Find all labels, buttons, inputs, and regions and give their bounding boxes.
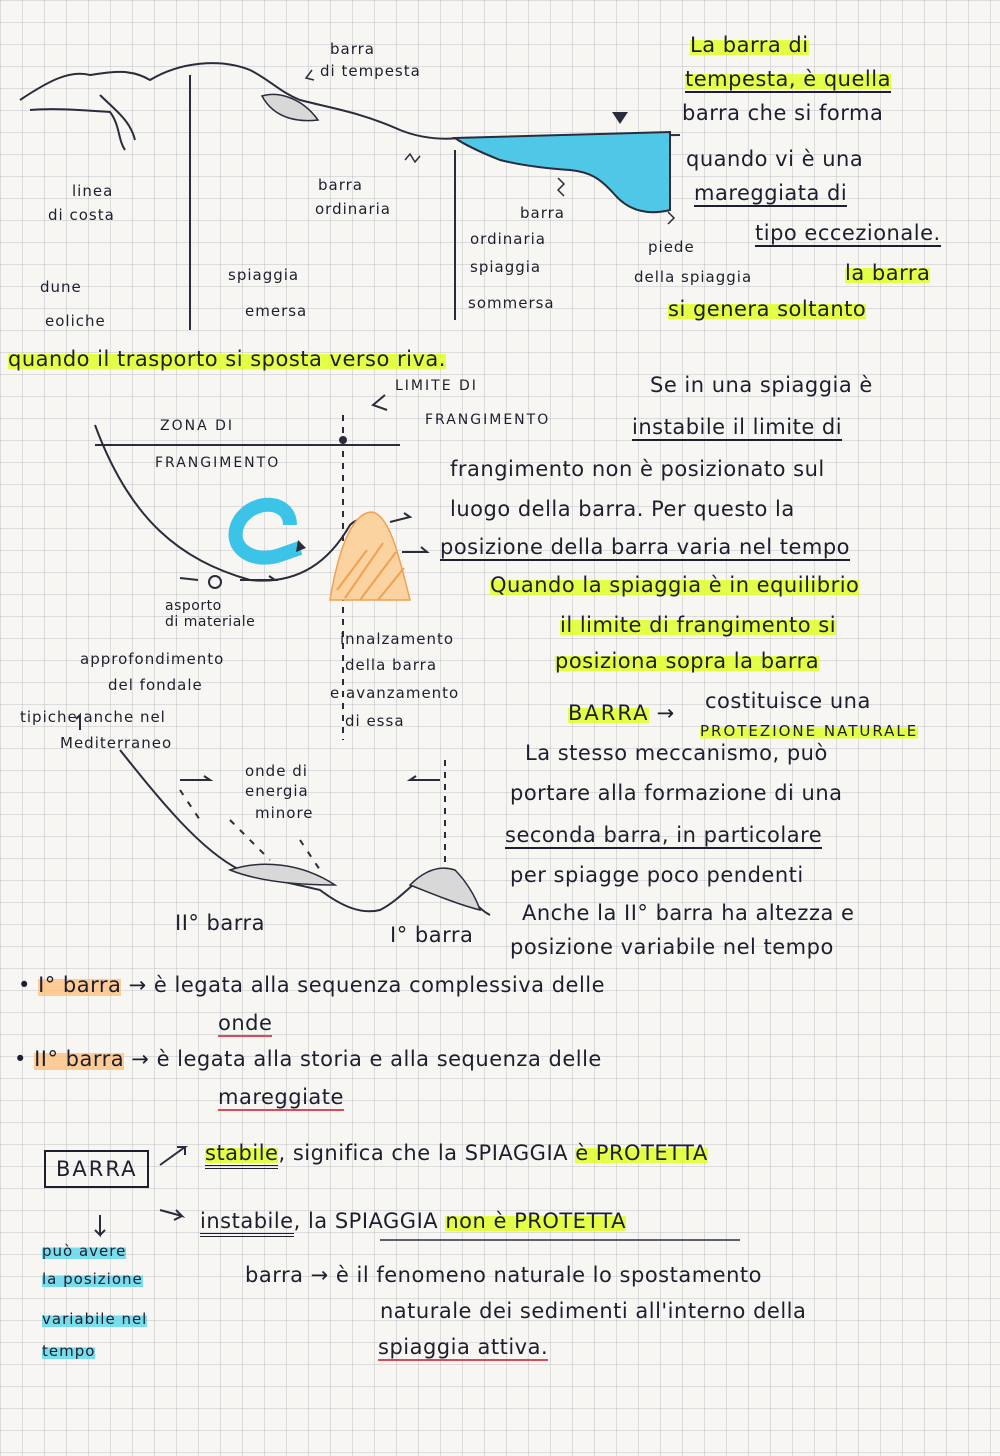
storm-bar-label-1: barra — [330, 40, 375, 58]
unstable-note-2: instabile il limite di — [632, 415, 843, 439]
side-blue-1: può avere — [42, 1242, 127, 1260]
definition-line-1: barra → è il fenomeno naturale lo spostamento — [245, 1263, 762, 1287]
equilibrium-note-3: posiziona sopra la barra — [555, 649, 820, 673]
coastline-label-1: linea — [72, 182, 114, 200]
asporto-label-1: asporto — [165, 598, 222, 614]
side-blue-3: variabile nel — [42, 1310, 148, 1328]
unstable-note-5: posizione della barra varia nel tempo — [440, 535, 851, 559]
ordinary-bar2-label-2: ordinaria — [470, 230, 546, 248]
innalzamento-label-2: della barra — [345, 656, 438, 674]
unstable-line: instabile, la SPIAGGIA non è PROTETTA — [200, 1208, 626, 1234]
second-bar-note-5: Anche la II° barra ha altezza e — [522, 901, 855, 925]
waves-label-1: onde di — [245, 762, 308, 780]
unstable-note-3: frangimento non è posizionato sul — [450, 457, 825, 481]
coast-profile-diagram — [20, 63, 680, 330]
zone-label-2: FRANGIMENTO — [155, 455, 281, 471]
unstable-note-1: Se in una spiaggia è — [650, 373, 873, 397]
stable-line: stabile, significa che la SPIAGGIA è PROTETTA — [205, 1140, 708, 1166]
waves-label-2: energia — [245, 782, 309, 800]
bar1-hatch — [410, 868, 480, 910]
innalzamento-label-1: innalzamento — [340, 630, 455, 648]
side-note-line-6: tipo eccezionale. — [755, 221, 941, 245]
submerged-beach-label-2: sommersa — [468, 294, 555, 312]
second-bar-note-3: seconda barra, in particolare — [505, 823, 823, 847]
beach-foot-label-2: della spiaggia — [634, 268, 753, 286]
zone-label-1: ZONA DI — [160, 418, 235, 434]
equilibrium-note-1: Quando la spiaggia è in equilibrio — [490, 573, 860, 597]
bar2-label: II° barra — [175, 911, 266, 935]
side-note-line-3: barra che si forma — [682, 101, 884, 125]
side-blue-4: tempo — [42, 1342, 96, 1360]
emerged-beach-label-2: emersa — [245, 302, 308, 320]
approfondimento-label-2: del fondale — [108, 676, 203, 694]
second-bar-note-1: La stesso meccanismo, può — [525, 741, 828, 765]
ordinary-bar2-label-1: barra — [520, 204, 565, 222]
side-note-line-4: quando vi è una — [686, 147, 864, 171]
second-bar-note-6: posizione variabile nel tempo — [510, 935, 834, 959]
definition-line-3: spiaggia attiva. — [378, 1335, 549, 1359]
beach-foot-label-1: piede — [648, 238, 695, 256]
dunes-label-2: eoliche — [45, 312, 106, 330]
barra-protection-word: BARRA → — [568, 701, 675, 725]
approfondimento-label-1: approfondimento — [80, 650, 225, 668]
side-note-cont-2: si genera soltanto — [668, 297, 867, 321]
ordinary-bar-label-1: barra — [318, 176, 363, 194]
bullet-bar2: • II° barra → è legata alla storia e alla sequenza delle — [14, 1047, 602, 1071]
limit-label-1: LIMITE DI — [395, 378, 478, 394]
side-note-line-2: tempesta, è quella — [685, 67, 891, 91]
side-note-line-5: mareggiata di — [694, 181, 848, 205]
dunes-label-1: dune — [40, 278, 82, 296]
storm-bar-hatch — [262, 95, 318, 121]
bullet-bar1: • I° barra → è legata alla sequenza complessiva delle — [18, 973, 606, 997]
side-note-cont-1: la barra — [845, 261, 931, 285]
tipiche-label-2: Mediterraneo — [60, 734, 173, 752]
storm-bar-label-2: di tempesta — [320, 62, 421, 80]
second-bar-note-4: per spiagge poco pendenti — [510, 863, 804, 887]
barra-protection-highlight: PROTEZIONE NATURALE — [700, 722, 919, 740]
limit-label-2: FRANGIMENTO — [425, 412, 551, 428]
tipiche-label-1: tipiche anche nel — [20, 708, 166, 726]
definition-line-2: naturale dei sedimenti all'interno della — [380, 1299, 807, 1323]
asporto-label-2: di materiale — [165, 614, 256, 630]
innalzamento-label-4: di essa — [345, 712, 405, 730]
bar1-label: I° barra — [390, 923, 474, 947]
bullet-bar2-cont: mareggiate — [218, 1085, 344, 1109]
wave-curl-blue — [236, 505, 300, 558]
second-bar-note-2: portare alla formazione di una — [510, 781, 843, 805]
submerged-beach-label-1: spiaggia — [470, 258, 542, 276]
ordinary-bar-label-2: ordinaria — [315, 200, 391, 218]
waves-label-3: minore — [255, 804, 314, 822]
unstable-note-4: luogo della barra. Per questo la — [450, 497, 795, 521]
coastline-label-2: di costa — [48, 206, 115, 224]
emerged-beach-label-1: spiaggia — [228, 266, 300, 284]
barra-protection-text: costituisce una — [705, 689, 871, 713]
sea-water — [455, 132, 670, 212]
innalzamento-label-3: e avanzamento — [330, 684, 460, 702]
side-blue-2: la posizione — [42, 1270, 143, 1288]
bullet-bar1-cont: onde — [218, 1011, 273, 1035]
water-level-icon — [612, 112, 628, 124]
equilibrium-note-2: il limite di frangimento si — [560, 613, 837, 637]
break-limit-dot — [339, 436, 347, 444]
transport-line: quando il trasporto si sposta verso riva. — [8, 347, 446, 371]
side-note-line-1: La barra di — [690, 33, 809, 57]
barra-box: BARRA — [44, 1150, 149, 1188]
